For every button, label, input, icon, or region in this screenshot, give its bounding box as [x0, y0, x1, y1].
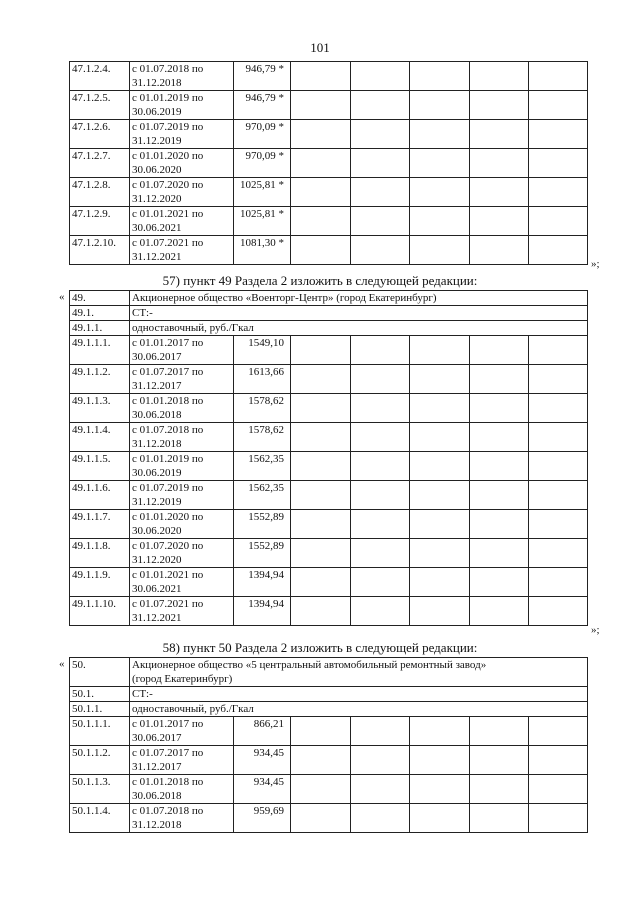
org-name-cell	[130, 658, 588, 687]
empty-cell	[410, 394, 470, 423]
period-from: с 01.07.2017 по	[132, 747, 204, 759]
empty-cell	[351, 365, 410, 394]
tariff-value-cell: 1562,35	[234, 481, 291, 510]
period-cell	[130, 481, 234, 510]
empty-cell	[529, 178, 588, 207]
empty-cell	[410, 539, 470, 568]
period-cell	[130, 510, 234, 539]
empty-cell	[291, 804, 351, 833]
empty-cell	[291, 62, 351, 91]
org-code-cell: 50.	[70, 658, 130, 687]
empty-cell	[410, 149, 470, 178]
period-cell	[130, 91, 234, 120]
empty-cell	[291, 423, 351, 452]
empty-cell	[470, 423, 529, 452]
empty-cell	[410, 62, 470, 91]
empty-cell	[529, 336, 588, 365]
empty-cell	[351, 510, 410, 539]
tariff-table-50	[69, 657, 587, 833]
period-from: с 01.07.2019 по	[132, 121, 204, 133]
tariff-value-cell: 1578,62	[234, 394, 291, 423]
period-cell	[130, 178, 234, 207]
empty-cell	[291, 746, 351, 775]
opening-quote: «	[59, 291, 65, 303]
period-to: 30.06.2019	[132, 106, 182, 118]
empty-cell	[410, 717, 470, 746]
empty-cell	[470, 336, 529, 365]
empty-cell	[470, 746, 529, 775]
period-from: с 01.07.2018 по	[132, 805, 204, 817]
empty-cell	[291, 510, 351, 539]
tariff-value-cell: 1025,81 *	[234, 178, 291, 207]
period-from: с 01.01.2021 по	[132, 208, 204, 220]
empty-cell	[529, 236, 588, 265]
table-row	[70, 336, 588, 365]
empty-cell	[470, 149, 529, 178]
period-to: 31.12.2019	[132, 135, 182, 147]
org-name-line: Акционерное общество «5 центральный автомобильный ремонтный завод»	[132, 659, 487, 671]
table-row	[70, 568, 588, 597]
empty-cell	[529, 775, 588, 804]
row-code-cell: 49.1.1.1.	[70, 336, 130, 365]
empty-cell	[470, 775, 529, 804]
period-from: с 01.01.2018 по	[132, 395, 204, 407]
tariff-value-cell: 946,79 *	[234, 62, 291, 91]
empty-cell	[470, 236, 529, 265]
period-cell	[130, 746, 234, 775]
table-row	[70, 746, 588, 775]
row-code-cell: 50.1.1.2.	[70, 746, 130, 775]
empty-cell	[410, 423, 470, 452]
table-47	[69, 61, 588, 265]
period-to: 31.12.2017	[132, 380, 182, 392]
empty-cell	[291, 149, 351, 178]
period-to: 30.06.2021	[132, 222, 182, 234]
tariff-value-cell: 1562,35	[234, 452, 291, 481]
table-row	[70, 207, 588, 236]
row-code-cell: 47.1.2.8.	[70, 178, 130, 207]
empty-cell	[529, 539, 588, 568]
table-row	[70, 394, 588, 423]
empty-cell	[351, 149, 410, 178]
empty-cell	[470, 510, 529, 539]
row-code-cell: 50.1.1.1.	[70, 717, 130, 746]
empty-cell	[291, 539, 351, 568]
tariff-value-cell: 1578,62	[234, 423, 291, 452]
period-to: 30.06.2017	[132, 351, 182, 363]
table-row	[70, 236, 588, 265]
table-49	[69, 290, 588, 626]
tariff-value-cell: 866,21	[234, 717, 291, 746]
st-code-cell: 50.1.	[70, 687, 130, 702]
period-from: с 01.07.2017 по	[132, 366, 204, 378]
table-row	[70, 804, 588, 833]
empty-cell	[351, 539, 410, 568]
tariff-value-cell: 1613,66	[234, 365, 291, 394]
tariff-value-cell: 1394,94	[234, 568, 291, 597]
empty-cell	[291, 120, 351, 149]
row-code-cell: 47.1.2.10.	[70, 236, 130, 265]
st-label-cell: СТ:-	[130, 306, 588, 321]
closing-quote: »;	[591, 624, 600, 636]
table-row	[70, 91, 588, 120]
row-code-cell: 49.1.1.10.	[70, 597, 130, 626]
empty-cell	[529, 149, 588, 178]
empty-cell	[529, 207, 588, 236]
period-cell	[130, 423, 234, 452]
period-from: с 01.01.2017 по	[132, 718, 204, 730]
period-from: с 01.01.2020 по	[132, 511, 204, 523]
empty-cell	[291, 365, 351, 394]
empty-cell	[410, 178, 470, 207]
table-row	[70, 510, 588, 539]
empty-cell	[529, 91, 588, 120]
row-code-cell: 49.1.1.4.	[70, 423, 130, 452]
row-code-cell: 49.1.1.7.	[70, 510, 130, 539]
empty-cell	[351, 597, 410, 626]
period-from: с 01.07.2020 по	[132, 179, 204, 191]
rate-code-cell: 49.1.1.	[70, 321, 130, 336]
empty-cell	[351, 423, 410, 452]
empty-cell	[410, 481, 470, 510]
table-row	[70, 775, 588, 804]
tariff-value-cell: 1552,89	[234, 510, 291, 539]
empty-cell	[410, 452, 470, 481]
empty-cell	[470, 717, 529, 746]
period-cell	[130, 452, 234, 481]
empty-cell	[470, 597, 529, 626]
period-cell	[130, 597, 234, 626]
period-from: с 01.07.2021 по	[132, 598, 204, 610]
empty-cell	[291, 717, 351, 746]
period-to: 31.12.2020	[132, 193, 182, 205]
period-cell	[130, 539, 234, 568]
empty-cell	[351, 120, 410, 149]
rate-code-cell: 50.1.1.	[70, 702, 130, 717]
period-to: 30.06.2020	[132, 525, 182, 537]
empty-cell	[291, 775, 351, 804]
empty-cell	[351, 775, 410, 804]
table-row	[70, 481, 588, 510]
period-from: с 01.07.2021 по	[132, 237, 204, 249]
empty-cell	[529, 394, 588, 423]
period-from: с 01.01.2018 по	[132, 776, 204, 788]
empty-cell	[291, 336, 351, 365]
period-to: 30.06.2019	[132, 467, 182, 479]
empty-cell	[410, 597, 470, 626]
period-to: 30.06.2017	[132, 732, 182, 744]
period-to: 31.12.2021	[132, 612, 182, 624]
opening-quote: «	[59, 658, 65, 670]
empty-cell	[291, 481, 351, 510]
period-to: 30.06.2018	[132, 790, 182, 802]
empty-cell	[410, 336, 470, 365]
rate-label-cell: одноставочный, руб./Гкал	[130, 702, 588, 717]
empty-cell	[470, 568, 529, 597]
st-code-cell: 49.1.	[70, 306, 130, 321]
table-row	[70, 365, 588, 394]
period-cell	[130, 717, 234, 746]
table-50	[69, 657, 588, 833]
row-code-cell: 47.1.2.6.	[70, 120, 130, 149]
empty-cell	[410, 91, 470, 120]
tariff-value-cell: 1025,81 *	[234, 207, 291, 236]
period-cell	[130, 120, 234, 149]
empty-cell	[529, 746, 588, 775]
period-to: 30.06.2021	[132, 583, 182, 595]
row-code-cell: 49.1.1.5.	[70, 452, 130, 481]
empty-cell	[529, 510, 588, 539]
period-cell	[130, 236, 234, 265]
period-from: с 01.01.2019 по	[132, 92, 204, 104]
period-cell	[130, 568, 234, 597]
tariff-table-49	[69, 290, 587, 626]
empty-cell	[351, 804, 410, 833]
empty-cell	[529, 62, 588, 91]
empty-cell	[351, 717, 410, 746]
period-from: с 01.01.2017 по	[132, 337, 204, 349]
empty-cell	[351, 568, 410, 597]
empty-cell	[470, 178, 529, 207]
row-code-cell: 49.1.1.2.	[70, 365, 130, 394]
period-to: 31.12.2018	[132, 438, 182, 450]
empty-cell	[470, 62, 529, 91]
table-row	[70, 178, 588, 207]
empty-cell	[529, 717, 588, 746]
empty-cell	[351, 452, 410, 481]
empty-cell	[470, 481, 529, 510]
empty-cell	[351, 91, 410, 120]
empty-cell	[351, 336, 410, 365]
tariff-value-cell: 959,69	[234, 804, 291, 833]
period-cell	[130, 775, 234, 804]
table-row	[70, 423, 588, 452]
row-code-cell: 49.1.1.3.	[70, 394, 130, 423]
empty-cell	[470, 207, 529, 236]
empty-cell	[470, 365, 529, 394]
tariff-value-cell: 970,09 *	[234, 149, 291, 178]
empty-cell	[291, 207, 351, 236]
row-code-cell: 50.1.1.4.	[70, 804, 130, 833]
empty-cell	[529, 365, 588, 394]
period-from: с 01.07.2018 по	[132, 63, 204, 75]
row-code-cell: 49.1.1.8.	[70, 539, 130, 568]
empty-cell	[529, 568, 588, 597]
page-number: 101	[310, 40, 330, 55]
table-row	[70, 62, 588, 91]
table-row	[70, 597, 588, 626]
period-from: с 01.01.2020 по	[132, 150, 204, 162]
table-row	[70, 717, 588, 746]
empty-cell	[410, 510, 470, 539]
row-code-cell: 47.1.2.4.	[70, 62, 130, 91]
empty-cell	[410, 365, 470, 394]
table-row	[70, 452, 588, 481]
section-heading-58: 58) пункт 50 Раздела 2 изложить в следующей редакции:	[162, 640, 478, 655]
empty-cell	[529, 481, 588, 510]
empty-cell	[470, 539, 529, 568]
empty-cell	[410, 207, 470, 236]
empty-cell	[351, 481, 410, 510]
empty-cell	[351, 394, 410, 423]
empty-cell	[351, 62, 410, 91]
period-from: с 01.01.2019 по	[132, 453, 204, 465]
row-code-cell: 50.1.1.3.	[70, 775, 130, 804]
empty-cell	[410, 804, 470, 833]
org-code-cell: 49.	[70, 291, 130, 306]
table-row	[70, 149, 588, 178]
section-heading-57: 57) пункт 49 Раздела 2 изложить в следующей редакции:	[162, 273, 478, 288]
tariff-value-cell: 934,45	[234, 775, 291, 804]
empty-cell	[529, 452, 588, 481]
st-label-cell: СТ:-	[130, 687, 588, 702]
tariff-value-cell: 1081,30 *	[234, 236, 291, 265]
org-name-cell: Акционерное общество «Военторг-Центр» (город Екатеринбург)	[130, 291, 588, 306]
empty-cell	[291, 597, 351, 626]
empty-cell	[470, 394, 529, 423]
period-cell	[130, 804, 234, 833]
row-code-cell: 49.1.1.9.	[70, 568, 130, 597]
empty-cell	[351, 207, 410, 236]
empty-cell	[410, 236, 470, 265]
empty-cell	[470, 91, 529, 120]
empty-cell	[291, 178, 351, 207]
empty-cell	[410, 746, 470, 775]
tariff-value-cell: 1552,89	[234, 539, 291, 568]
period-cell	[130, 62, 234, 91]
period-from: с 01.01.2021 по	[132, 569, 204, 581]
empty-cell	[529, 597, 588, 626]
empty-cell	[291, 236, 351, 265]
period-to: 31.12.2018	[132, 77, 182, 89]
period-cell	[130, 207, 234, 236]
org-name-line: (город Екатеринбург)	[132, 673, 233, 685]
period-from: с 01.07.2020 по	[132, 540, 204, 552]
period-to: 31.12.2020	[132, 554, 182, 566]
table-row	[70, 120, 588, 149]
empty-cell	[351, 178, 410, 207]
period-cell	[130, 365, 234, 394]
empty-cell	[410, 568, 470, 597]
empty-cell	[470, 804, 529, 833]
row-code-cell: 47.1.2.7.	[70, 149, 130, 178]
empty-cell	[470, 452, 529, 481]
period-from: с 01.07.2019 по	[132, 482, 204, 494]
empty-cell	[410, 775, 470, 804]
period-cell	[130, 149, 234, 178]
closing-quote: »;	[591, 258, 600, 270]
empty-cell	[529, 804, 588, 833]
period-cell	[130, 394, 234, 423]
empty-cell	[291, 568, 351, 597]
period-from: с 01.07.2018 по	[132, 424, 204, 436]
empty-cell	[351, 236, 410, 265]
rate-label-cell: одноставочный, руб./Гкал	[130, 321, 588, 336]
empty-cell	[410, 120, 470, 149]
empty-cell	[291, 394, 351, 423]
tariff-value-cell: 1394,94	[234, 597, 291, 626]
empty-cell	[529, 423, 588, 452]
row-code-cell: 47.1.2.9.	[70, 207, 130, 236]
row-code-cell: 49.1.1.6.	[70, 481, 130, 510]
row-code-cell: 47.1.2.5.	[70, 91, 130, 120]
period-cell	[130, 336, 234, 365]
tariff-value-cell: 1549,10	[234, 336, 291, 365]
empty-cell	[291, 452, 351, 481]
tariff-value-cell: 970,09 *	[234, 120, 291, 149]
period-to: 31.12.2018	[132, 819, 182, 831]
empty-cell	[470, 120, 529, 149]
table-row	[70, 539, 588, 568]
period-to: 30.06.2020	[132, 164, 182, 176]
period-to: 31.12.2019	[132, 496, 182, 508]
period-to: 31.12.2021	[132, 251, 182, 263]
tariff-value-cell: 934,45	[234, 746, 291, 775]
tariff-table-47	[69, 61, 587, 265]
period-to: 31.12.2017	[132, 761, 182, 773]
empty-cell	[291, 91, 351, 120]
empty-cell	[351, 746, 410, 775]
tariff-value-cell: 946,79 *	[234, 91, 291, 120]
period-to: 30.06.2018	[132, 409, 182, 421]
empty-cell	[529, 120, 588, 149]
